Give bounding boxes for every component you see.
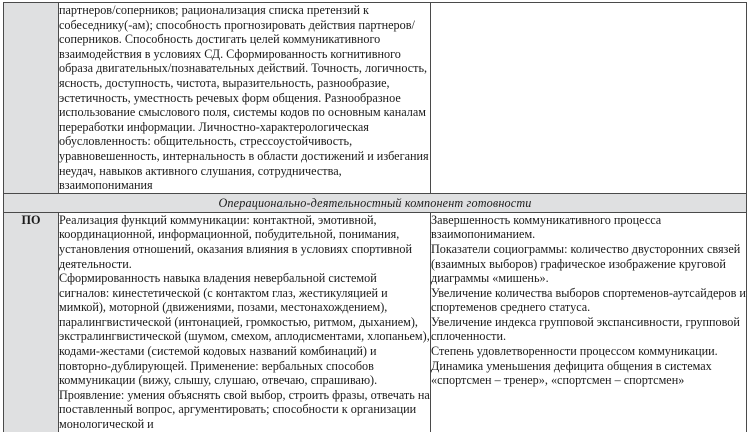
criteria-paragraph: Сформированность навыка владения невербальной системой сигналов: кинестетической (с контактом глаз, жестикуляцией и мимкой), моторной (движениями, позами, местонахождением), паралингвистической (интонацией, громкостью, ритмом, дыханием), экстралингвистической (шумом, смехом, аплодисментами, хлопаньем), кодами-жестами (системой кодовых названий комбинаций) и повторно-дублирующей. Применение: вербальных способов коммуникации (вижу, слышу, слушаю, отвечаю, спрашиваю). Проявление: умения объяснять свой выбор, строить фразы, отвечать на поставленный вопрос, аргументировать; способности к организации монологической и — [59, 271, 430, 432]
row-criteria-cell — [59, 3, 431, 194]
row-code-cell — [4, 3, 59, 194]
criteria-paragraph: Реализация функций коммуникации: контактной, эмотивной, координационной, информационной, побудительной, понимания, установления отношений, оказания влияния в условиях спортивной деятельности. — [59, 212, 412, 271]
indicators-paragraph: Увеличение количества выборов спортеменов-аутсайдеров и — [431, 285, 746, 300]
criteria-text: партнеров/соперников; рационализация списка претензий к собеседнику(-ам); способность прогнозировать действия партнеров/соперников. Способность достигать целей коммуникативного взаимодействия в условиях СД. Сформированность когнитивного образа двигательных/познавательных действий. Точность, логичность, ясность, доступность, чистота, выразительность, разнообразие, эстетичность, уместность речевых форм общения. Разнообразное использование смыслового поля, системы кодов по основным каналам переработки информации. Личностно-характерологическая обусловленность: общительность, стрессоустойчивость, уравновешенность, интернальность в области достижений и избегания неудач, навыков активного слушания, сотрудничества, взаимопонимания — [59, 3, 429, 193]
table-row — [4, 212, 747, 432]
indicators-paragraph: Завершенность коммуникативного процесса взаимопониманием. — [431, 212, 662, 242]
indicators-paragraph: Степень удовлетворенности процессом коммуникации. — [431, 344, 718, 359]
row-indicators-cell — [431, 3, 747, 194]
criteria-indicators-table — [3, 2, 747, 432]
section-heading-cell — [4, 193, 747, 212]
row-criteria-cell — [59, 212, 431, 432]
section-title: Операционально-деятельностный компонент готовности — [218, 195, 532, 210]
row-code-cell: ПО — [4, 212, 59, 432]
indicators-paragraph: Увеличение индекса групповой экспансивности, групповой сплоченности. — [431, 314, 740, 344]
indicators-paragraph: спортеменов среднего статуса. — [431, 300, 591, 315]
indicators-paragraph: Показатели социограммы: количество двусторонних связей (взаимных выборов) графическое изображение круговой диаграммы «мишень». — [431, 241, 741, 286]
indicators-paragraph: Динамика уменьшения дефицита общения в системах «спортсмен – тренер», «спортсмен – спортсмен» — [431, 358, 712, 388]
row-indicators-cell — [431, 212, 747, 432]
table-row — [4, 3, 747, 194]
section-heading-row — [4, 193, 747, 212]
